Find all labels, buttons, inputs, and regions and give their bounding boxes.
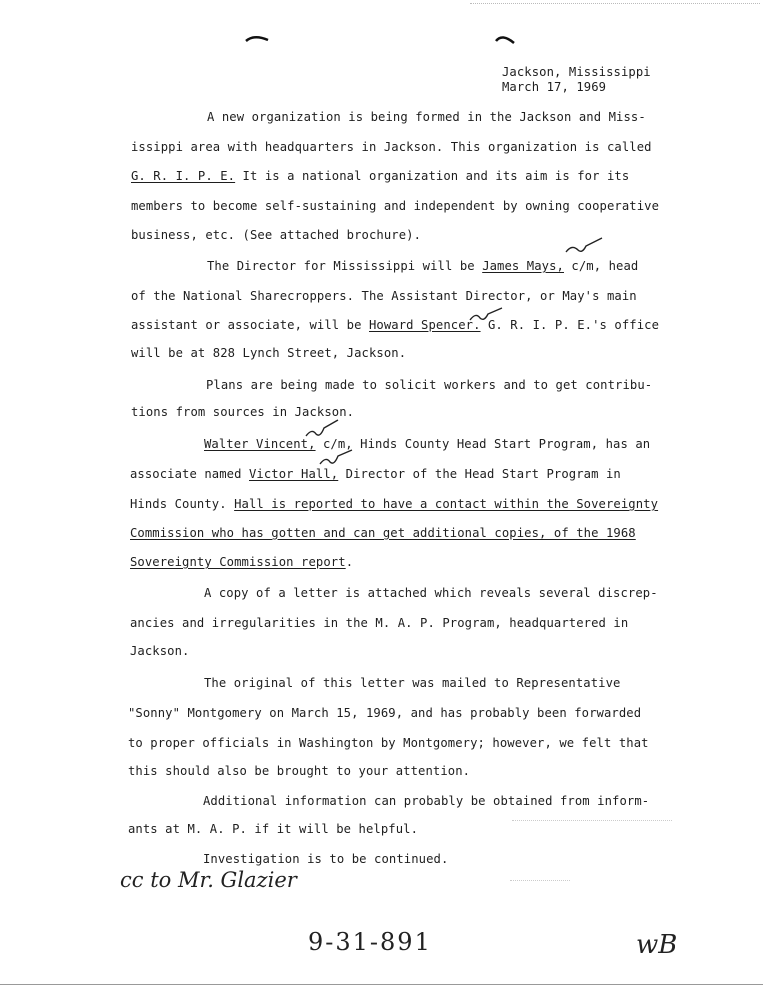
p5-line1: A copy of a letter is attached which reveals several discrep-: [204, 586, 658, 600]
p2-line4: will be at 828 Lynch Street, Jackson.: [131, 346, 407, 360]
p2-line2: of the National Sharecroppers. The Assistant Director, or May's main: [131, 289, 637, 303]
victor-hall-name: Victor Hall,: [249, 467, 339, 481]
p6-line2: "Sonny" Montgomery on March 15, 1969, and has probably been forwarded: [128, 706, 642, 720]
p1-line1: A new organization is being formed in the Jackson and Miss-: [207, 110, 646, 124]
hall-contact-underlined: Hall is reported to have a contact within the Sovereignty: [234, 497, 659, 511]
p2-line3: assistant or associate, will be Howard Spencer. G. R. I. P. E.'s office: [131, 318, 660, 332]
top-edge-artifact: [470, 3, 760, 4]
commission-report-underlined: Sovereignty Commission report: [130, 555, 346, 569]
header-place: Jackson, Mississippi: [502, 65, 651, 79]
james-mays-name: James Mays,: [482, 259, 564, 273]
handwritten-cc-note: cc to Mr. Glazier: [120, 868, 297, 892]
scan-noise-2: [510, 880, 570, 881]
punch-mark-right: [494, 32, 516, 46]
p3-line1: Plans are being made to solicit workers and to get contribu-: [206, 378, 653, 392]
p4-line3: Hinds County. Hall is reported to have a contact within the Sovereignty: [130, 497, 659, 511]
p3-line2: tions from sources in Jackson.: [131, 405, 355, 419]
check-mark-hall: [316, 448, 356, 470]
bottom-edge-artifact: [0, 984, 763, 985]
header-date: March 17, 1969: [502, 80, 607, 94]
punch-mark-left: [244, 32, 270, 44]
gripe-name: G. R. I. P. E.: [131, 169, 236, 183]
p1-line5: business, etc. (See attached brochure).: [131, 228, 422, 242]
p2-line1: The Director for Mississippi will be James Mays, c/m, head: [207, 259, 639, 273]
p6-line1: The original of this letter was mailed to Representative: [204, 676, 621, 690]
check-mark-vincent: [302, 418, 342, 442]
p5-line3: Jackson.: [130, 644, 190, 658]
p5-line2: ancies and irregularities in the M. A. P. Program, headquartered in: [130, 616, 629, 630]
p1-line3: G. R. I. P. E. It is a national organization and its aim is for its: [131, 169, 630, 183]
handwritten-file-number: 9-31-891: [308, 928, 432, 956]
p4-line2: associate named Victor Hall, Director of the Head Start Program in: [130, 467, 621, 481]
p7-line2: ants at M. A. P. if it will be helpful.: [128, 822, 419, 836]
p1-line4: members to become self-sustaining and independent by owning cooperative: [131, 199, 660, 213]
p8-line1: Investigation is to be continued.: [203, 852, 449, 866]
commission-copies-underlined: Commission who has gotten and can get additional copies, of the 1968: [130, 526, 636, 540]
p6-line3: to proper officials in Washington by Montgomery; however, we felt that: [128, 736, 649, 750]
p1-line2: issippi area with headquarters in Jackson. This organization is called: [131, 140, 652, 154]
p4-line1: Walter Vincent, c/m, Hinds County Head Start Program, has an: [204, 437, 651, 451]
p4-line4: [130, 526, 636, 540]
p7-line1: Additional information can probably be obtained from inform-: [203, 794, 650, 808]
walter-vincent-name: Walter Vincent,: [204, 437, 316, 451]
p6-line4: this should also be brought to your attention.: [128, 764, 471, 778]
check-mark-mays: [562, 236, 606, 258]
howard-spencer-name: Howard Spencer.: [369, 318, 481, 332]
scan-noise: [512, 820, 672, 821]
check-mark-spencer: [466, 306, 506, 326]
p4-line5: Sovereignty Commission report.: [130, 555, 354, 569]
handwritten-initials: wB: [636, 930, 678, 960]
